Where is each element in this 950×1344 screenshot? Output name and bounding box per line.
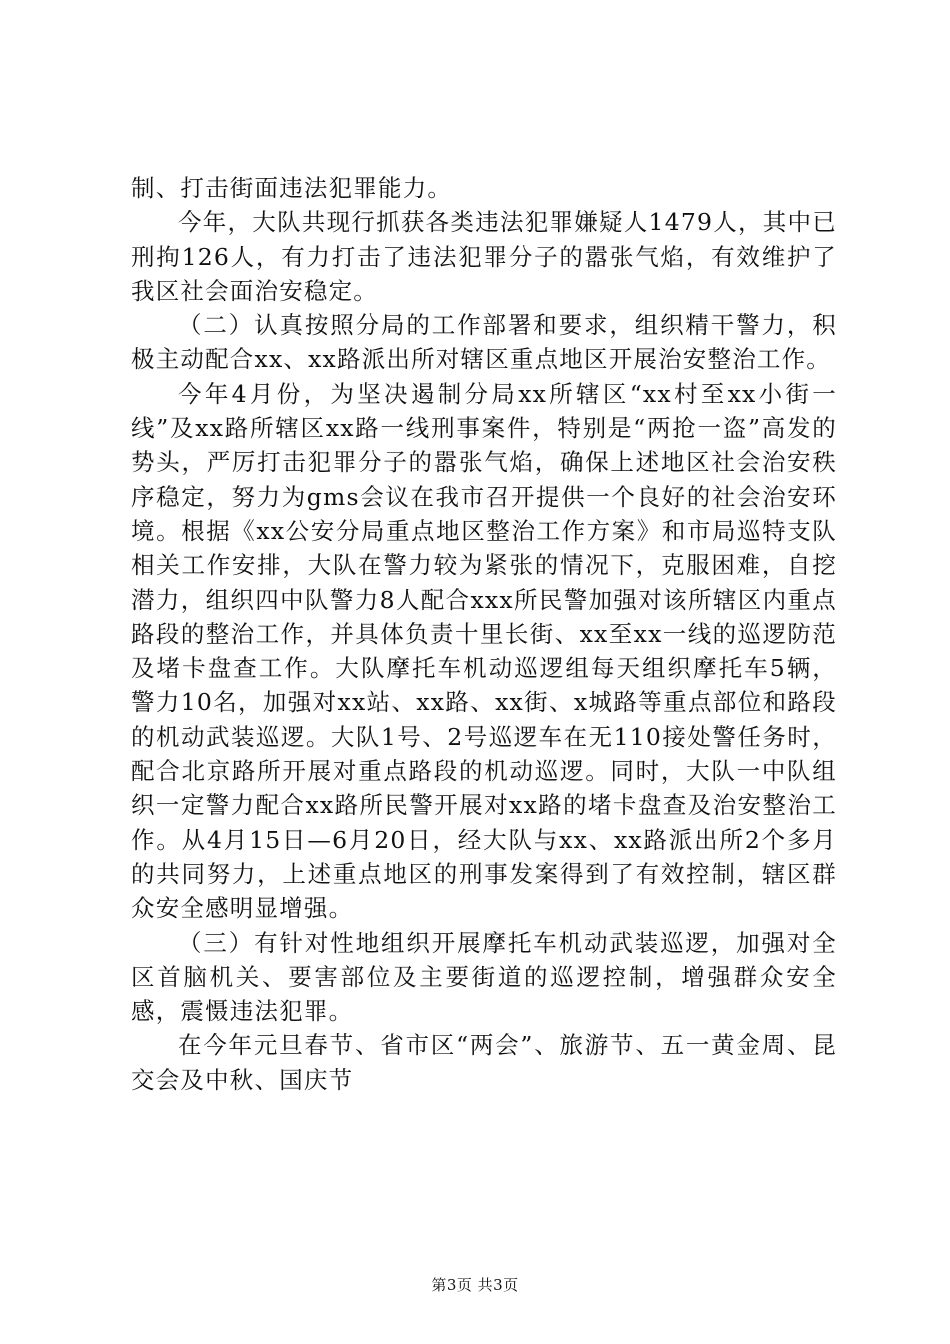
paragraph-section-two-heading: （二）认真按照分局的工作部署和要求，组织精干警力，积极主动配合xx、xx路派出所对辖区重点地区开展治安整治工作。 (131, 311, 837, 374)
paragraph-section-three-heading: （三）有针对性地组织开展摩托车机动武装巡逻，加强对全区首脑机关、要害部位及主要街道的巡逻控制，增强群众安全感，震慑违法犯罪。 (131, 928, 837, 1026)
paragraph-arrest-stats: 今年，大队共现行抓获各类违法犯罪嫌疑人1479人，其中已刑拘126人，有力打击了违法犯罪分子的嚣张气焰，有效维护了我区社会面治安稳定。 (131, 208, 837, 305)
paragraph-april-operation: 今年4月份，为坚决遏制分局xx所辖区“xx村至xx小街一线”及xx路所辖区xx路一线刑事案件，特别是“两抢一盗”高发的势头，严厉打击犯罪分子的嚣张气焰，确保上述地区社会治安秩序稳定，努力为gms会议在我市召开提供一个良好的社会治安环境。根据《xx公安分局重点地区整治工作方案》和市局巡特支队相关工作安排，大队在警力较为紧张的情况下，克服困难，自挖潜力，组织四中队警力8人配合xxx所民警加强对该所辖区内重点路段的整治工作，并具体负责十里长街、xx至xx一线的巡逻防范及堵卡盘查工作。大队摩托车机动巡逻组每天组织摩托车5辆，警力10名，加强对xx站、xx路、xx街、x城路等重点部位和路段的机动武装巡逻。大队1号、2号巡逻车在无110接处警任务时，配合北京路所开展对重点路段的机动巡逻。同时，大队一中队组织一定警力配合xx路所民警开展对xx路的堵卡盘查及治安整治工作。从4月15日—6月20日，经大队与xx、xx路派出所2个多月的共同努力，上述重点地区的刑事发案得到了有效控制，辖区群众安全感明显增强。 (131, 379, 837, 923)
document-body (131, 171, 837, 1097)
paragraph-continuation: 制、打击街面违法犯罪能力。 (131, 174, 453, 202)
paragraph-holiday-patrol: 在今年元旦春节、省市区“两会”、旅游节、五一黄金周、昆交会及中秋、国庆节 (131, 1031, 837, 1094)
page-footer: 第3页 共3页 (431, 1276, 519, 1294)
